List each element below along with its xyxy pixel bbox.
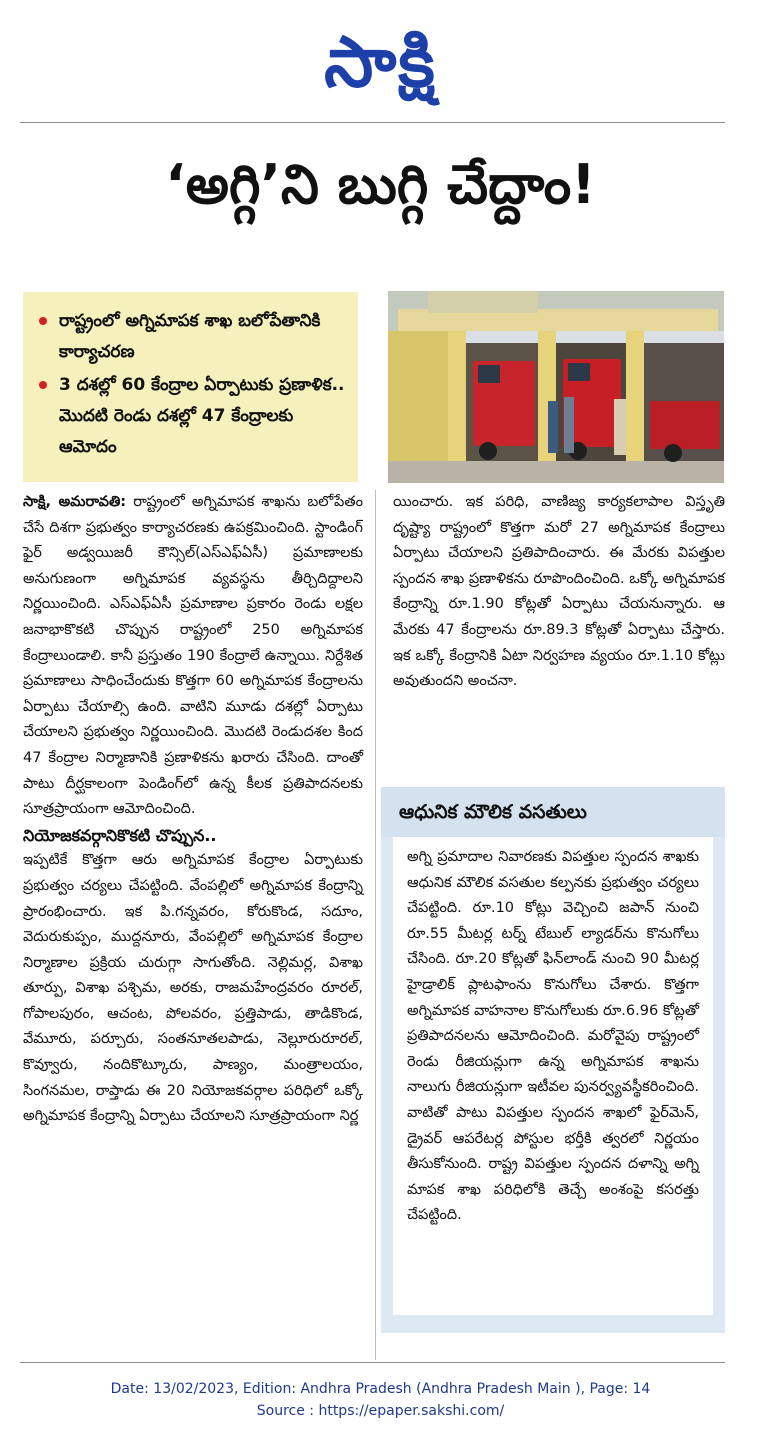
box-body: అగ్ని ప్రమాదాల నివారణకు విపత్తుల స్పందన శాఖకు ఆధునిక మౌలిక వసతుల కల్పనకు ప్రభుత్వం చర్యలు చేపట్టింది. రూ.10 కోట్లు వెచ్చించి జపాన్ నుంచి రూ.55 మీటర్ల టర్న్ టేబుల్ ల్యాడర్‌ను కొనుగోలు చేసింది. రూ.20 కోట్లతో ఫిన్‌లాండ్ నుంచి 90 మీటర్ల హైడ్రాలిక్ ప్లాటఫాంను కొనుగోలు చేశారు. కొత్తగా అగ్నిమాపక వాహనాల కొనుగోలుకు రూ.6.96 కోట్లతో ప్రతిపాదనలను ఆమోదించింది. మరోవైపు రాష్ట్రంలో రెండు రీజియన్లుగా ఉన్న అగ్నిమాపక శాఖను నాలుగు రీజియన్లుగా ఇటీవల పునర్వ్యవస్థీకరించింది. వాటితో పాటు విపత్తుల స్పందన శాఖలో ఫైర్‌మెన్, డ్రైవర్ ఆపరేటర్ల పోస్టుల భర్తీకి త్వరలో నిర్ణయం తీసుకోనుంది. రాష్ట్ర విపత్తుల స్పందన దళాన్ని అగ్ని మాపక శాఖ పరిధిలోకి తెచ్చే అంశంపై కసరత్తు చేపట్టింది. (393, 837, 713, 1315)
footer-source-link[interactable]: Source : https://epaper.sakshi.com/ (256, 1403, 505, 1419)
fire-station-photo (388, 291, 724, 483)
highlight-item (37, 306, 348, 368)
fire-station-photo-image (388, 291, 724, 483)
bullet-icon (39, 381, 47, 389)
highlight-item (37, 370, 348, 463)
headline: ‘అగ్గి’ని బుగ్గి చేద్దాం! (165, 153, 596, 216)
masthead-divider (20, 122, 725, 123)
highlight-text: రాష్ట్రంలో అగ్నిమాపక శాఖ బలోపేతానికి కార్యాచరణ (59, 311, 321, 362)
article-paragraph: ఇప్పటికే కొత్తగా ఆరు అగ్నిమాపక కేంద్రాల ఏర్పాటుకు ప్రభుత్వం చర్యలు చేపట్టింది. వేంపల్లిలో అగ్నిమాపక కేంద్రాన్ని ప్రారంభించారు. ఇక పి.గన్నవరం, కోరుకొండ, సదూం, వెదురుకుప్పం, ముద్దనూరు, వేంపల్లిలో అగ్నిమాపక కేంద్రాల నిర్మాణాల ప్రక్రియ చురుగ్గా సాగుతోంది. నెల్లిమర్ల, విశాఖ తూర్పు, విశాఖ పశ్చిమ, అరకు, రాజమహేంద్రవరం రూరల్, గోపాలపురం, ఆచంట, పోలవరం, ప్రత్తిపాడు, తాడికొండ, వేమూరు, పర్చూరు, సంతనూతలపాడు, నెల్లూరురూరల్, కొవ్వూరు, నందికొట్కూరు, పాణ్యం, మంత్రాలయం, సింగనమల, రాప్తాడు ఈ 20 నియోజకవర్గాల పరిధిలో ఒక్కో అగ్నిమాపక కేంద్రాన్ని ఏర్పాటు చేయాలని సూత్రప్రాయంగా నిర్ణ (23, 852, 363, 1125)
infrastructure-box (381, 787, 725, 1333)
article-text: రాష్ట్రంలో అగ్నిమాపక శాఖను బలోపేతం చేసే దిశగా ప్రభుత్వం కార్యాచరణకు ఉపక్రమించింది. స్టాండింగ్ ఫైర్ అడ్వయిజరీ కౌన్సిల్(ఎస్ఎఫ్ఏసీ) ప్రమాణాలకు అనుగుణంగా అగ్నిమాపక వ్యవస్థను తీర్చిదిద్దాలని నిర్ణయించింది. ఎస్ఎఫ్ఏసీ ప్రమాణాల ప్రకారం రెండు లక్షల జనాభాకొకటి చొప్పున రాష్ట్రంలో 250 అగ్నిమాపక కేంద్రాలుండాలి. కానీ ప్రస్తుతం 190 కేంద్రాలే ఉన్నాయి. నిర్దేశిత ప్రమాణాలు సాధించేందుకు కొత్తగా 60 అగ్నిమాపక కేంద్రాలను ఏర్పాటు చేయాల్సి ఉంది. వాటిని మూడు దశల్లో ఏర్పాటు చేయాలని ప్రభుత్వం నిర్ణయించింది. మొదటి రెండుదశల కింద 47 కేంద్రాల నిర్మాణానికి ప్రణాళికను ఖరారు చేసింది. దాంతో పాటు దీర్ఘకాలంగా పెండింగ్‌లో ఉన్న కీలక ప్రతిపాదనలకు సూత్రప్రాయంగా ఆమోదించింది. (23, 494, 363, 818)
footer-date-line: Date: 13/02/2023, Edition: Andhra Pradesh (Andhra Pradesh Main ), Page: 14 (110, 1381, 651, 1397)
highlight-text: 3 దశల్లో 60 కేంద్రాల ఏర్పాటుకు ప్రణాళిక.. మొదటి రెండు దశల్లో 47 కేంద్రాలకు ఆమోదం (59, 375, 345, 457)
column-rule (375, 490, 376, 1360)
masthead-logo: సాక్షి (324, 21, 437, 103)
article-paragraph (23, 490, 363, 823)
article-left-column (23, 490, 363, 1360)
footer-divider (20, 1362, 725, 1363)
dateline: సాక్షి, అమరావతి: (23, 494, 127, 510)
article-paragraph: యించారు. ఇక పరిధి, వాణిజ్య కార్యకలాపాల విస్తృతి దృష్ట్యా రాష్ట్రంలో కొత్తగా మరో 27 అగ్నిమాపక కేంద్రాలు ఏర్పాటు చేయాలని ప్రతిపాదించారు. ఈ మేరకు విపత్తుల స్పందన శాఖ ప్రణాళికను రూపొందించింది. ఒక్కో అగ్నిమాపక కేంద్రాన్ని రూ.1.90 కోట్లతో ఏర్పాటు చేయనున్నారు. ఆ మేరకు 47 కేంద్రాలను రూ.89.3 కోట్లతో ఏర్పాటు చేస్తారు. ఇక ఒక్కో కేంద్రానికి ఏటా నిర్వహణ వ్యయం రూ.1.10 కోట్లు అవుతుందని అంచనా. (393, 494, 725, 690)
footer (0, 1378, 761, 1422)
article-right-column (393, 490, 725, 760)
box-title: ఆధునిక మౌలిక వసతులు (381, 787, 725, 837)
highlights-box (23, 292, 358, 482)
article-subhead: నియోజకవర్గానికొకటి చొప్పున.. (23, 825, 217, 845)
bullet-icon (39, 317, 47, 325)
